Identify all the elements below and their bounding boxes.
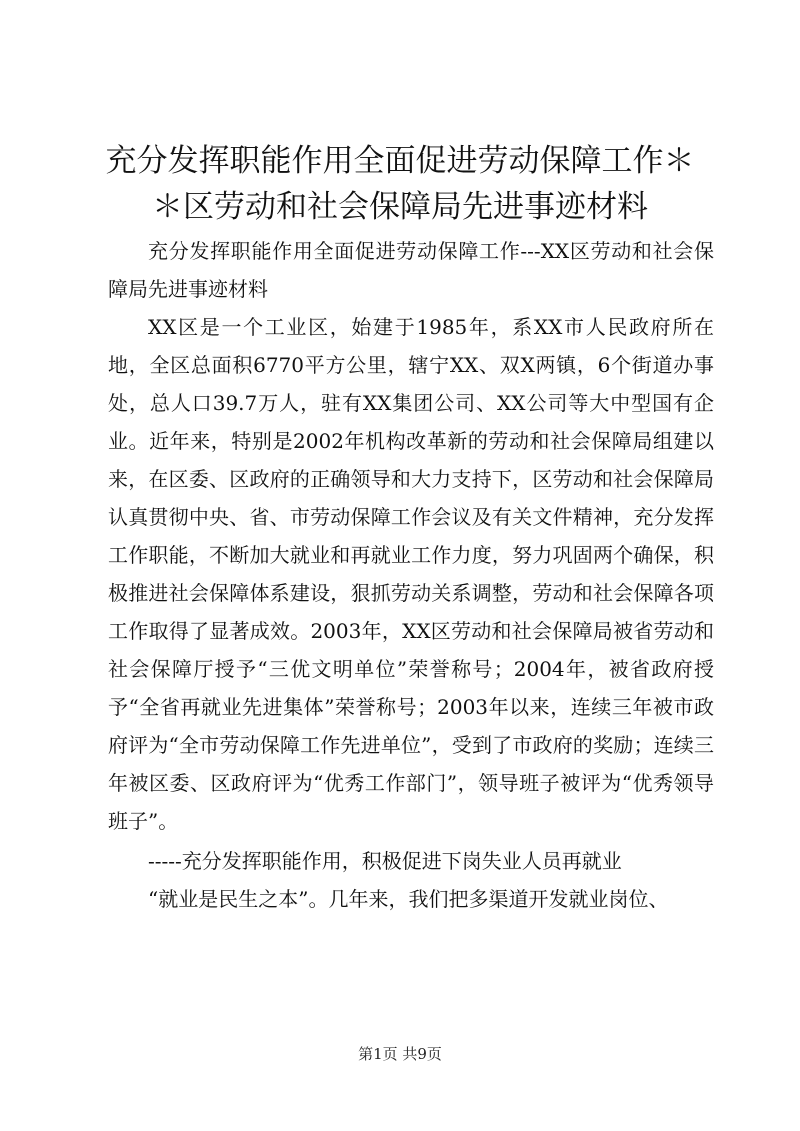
paragraph-subtitle: 充分发挥职能作用全面促进劳动保障工作---XX区劳动和社会保障局先进事迹材料 xyxy=(108,239,714,301)
page-number-footer: 第1页 共9页 xyxy=(358,1045,442,1063)
document-body xyxy=(108,232,714,918)
paragraph-overview: XX区是一个工业区，始建于1985年，系XX市人民政府所在地，全区总面积6770平方公里，辖宁XX、双X两镇，6个街道办事处，总人口39.7万人，驻有XX集团公司、XX公司等大中型国有企业。近年来，特别是2002年机构改革新的劳动和社会保障局组建以来，在区委、区政府的正确领导和大力支持下，区劳动和社会保障局认真贯彻中央、省、市劳动保障工作会议及有关文件精神，充分发挥工作职能，不断加大就业和再就业工作力度，努力巩固两个确保，积极推进社会保障体系建设，狠抓劳动关系调整，劳动和社会保障各项工作取得了显著成效。2003年，XX区劳动和社会保障局被省劳动和社会保障厅授予“三优文明单位”荣誉称号；2004年，被省政府授予“全省再就业先进集体”荣誉称号；2003年以来，连续三年被市政府评为“全市劳动保障工作先进单位”，受到了市政府的奖励；连续三年被区委、区政府评为“优秀工作部门”，领导班子被评为“优秀领导班子”。 xyxy=(108,315,714,833)
paragraph-employment: “就业是民生之本”。几年来，我们把多渠道开发就业岗位、 xyxy=(148,887,669,911)
document-title: 充分发挥职能作用全面促进劳动保障工作＊＊区劳动和社会保障局先进事迹材料 xyxy=(105,143,695,225)
section-heading: -----充分发挥职能作用，积极促进下岗失业人员再就业 xyxy=(148,849,622,873)
